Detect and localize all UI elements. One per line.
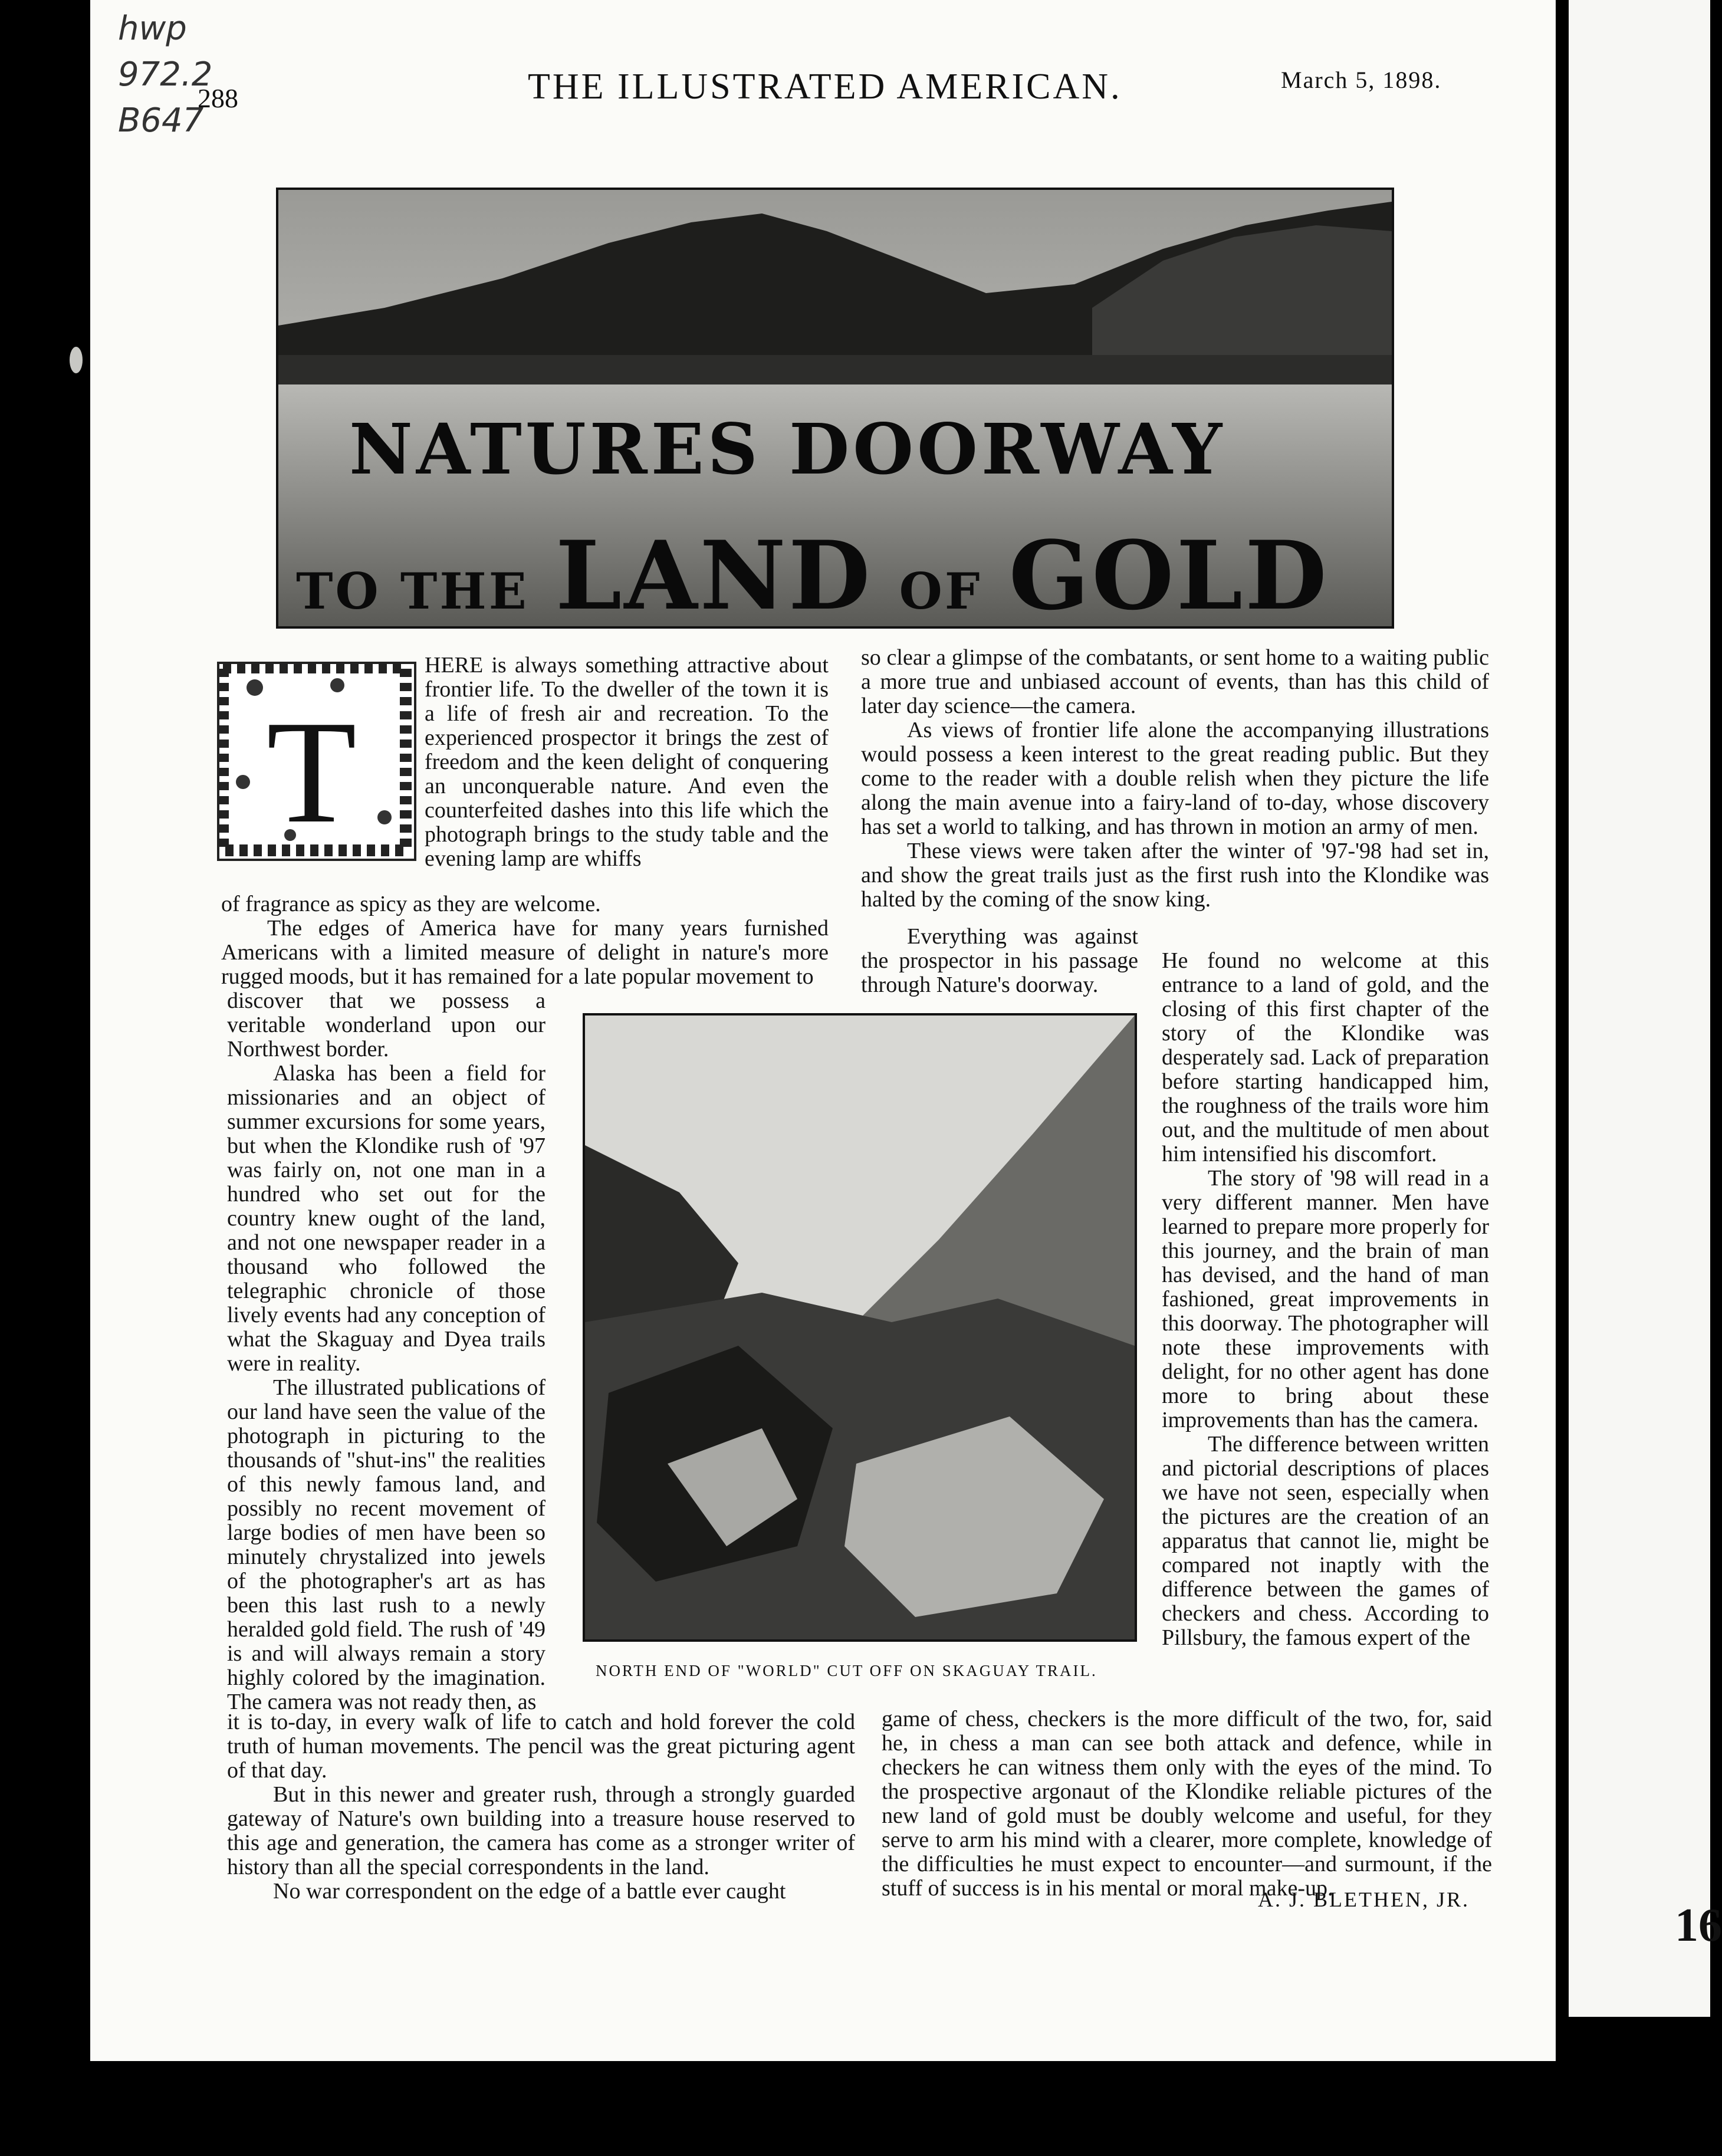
- paragraph: The illustrated publications of our land have seen the value of the photograph in picturing to the thousands of "shut-ins" the realities of this newly famous land, and possibly no recent movement of large bodies of men have been so minutely chrystalized into jewels of the photographer's art as has been this last rush to a newly heralded gold field. The rush of '49 is and will always remain a story highly colored by the imagination. The camera was not ready then, as: [227, 1375, 545, 1714]
- handwritten-line: hwp: [118, 9, 187, 48]
- col2-bottom: [882, 1707, 1492, 1901]
- masthead: THE ILLUSTRATED AMERICAN.: [528, 67, 1122, 107]
- handwritten-line: B647: [118, 101, 204, 140]
- paragraph: Everything was against the prospector in his passage through Nature's doorway.: [861, 924, 1138, 997]
- page-number: 288: [198, 83, 238, 113]
- paragraph: These views were taken after the winter of '97-'98 had set in, and show the great trails just as the first rush into the Klondike was halted by the coming of the snow king.: [861, 839, 1489, 912]
- handwritten-line: 972.2: [118, 55, 213, 94]
- title-land: LAND: [555, 520, 873, 631]
- col1-middle: [221, 892, 829, 989]
- col2-narrow: [1162, 949, 1489, 1650]
- paragraph: The story of '98 will read in a very different manner. Men have learned to prepare more properly for this journey, and the brain of man has devised, and the hand of man fashioned, great improvements in this doorway. The photographer will note these improvements with delight, for no other agent has done more to bring about these improvements than has the camera.: [1162, 1166, 1489, 1432]
- rocky-trail-image: [585, 1015, 1135, 1639]
- paragraph: But in this newer and greater rush, through a strongly guarded gateway of Nature's own building into a treasure house reserved to this age and generation, the camera has come as a stronger writer of history than all the special correspondents in the land.: [227, 1782, 855, 1879]
- binding-hole: [70, 347, 83, 373]
- title-of: OF: [899, 562, 982, 620]
- col2-top: [861, 646, 1489, 912]
- adjacent-page: [1569, 0, 1722, 2017]
- title-gold: GOLD: [1008, 520, 1329, 631]
- paragraph: No war correspondent on the edge of a battle ever caught: [273, 1879, 786, 1904]
- title-banner-photo: [276, 188, 1394, 629]
- paragraph: discover that we possess a veritable wonderland upon our Northwest border.: [227, 988, 545, 1061]
- next-page-number: 16: [1675, 1899, 1722, 1951]
- handwritten-call-number: [118, 6, 212, 144]
- paragraph: The edges of America have for many years furnished Americans with a limited measure of delight in nature's more rugged moods, but it has remained for a late popular movement to: [221, 916, 829, 989]
- paragraph: so clear a glimpse of the combatants, or sent home to a waiting public a more true and unbiased account of events, than has this child of later day science—the camera.: [861, 645, 1489, 718]
- drop-cap-letter: T: [267, 691, 357, 854]
- col2-short: [861, 925, 1138, 997]
- photo-caption: NORTH END OF "WORLD" CUT OFF ON SKAGUAY TRAIL.: [596, 1662, 1097, 1680]
- paragraph: it is to-day, in every walk of life to catch and hold forever the cold truth of human movements. The pencil was the great picturing agent of that day.: [227, 1710, 855, 1783]
- col1-top: [425, 653, 829, 871]
- title-to-the: TO THE: [296, 562, 529, 620]
- author-signature: A. J. BLETHEN, JR.: [1258, 1888, 1470, 1911]
- title-line-1: NATURES DOORWAY: [349, 408, 1226, 490]
- paragraph: of fragrance as spicy as they are welcome.: [221, 892, 601, 916]
- title-line-2: [296, 520, 1329, 631]
- ornamental-drop-cap: [217, 662, 416, 861]
- paragraph: Alaska has been a field for missionaries and an object of summer excursions for some years, but when the Klondike rush of '97 was fairly on, not one man in a hundred who set out for the country knew ought of the land, and not one newspaper reader in a thousand who followed the telegraphic chronicle of those lively events had any conception of what the Skaguay and Dyea trails were in reality.: [227, 1061, 545, 1376]
- paragraph: HERE is always something attractive about frontier life. To the dweller of the town it is a life of fresh air and recreation. To the experienced prospector it brings the zest of freedom and the keen delight of conquering an unconquerable nature. And even the counterfeited dashes into this life which the photograph brings to the study table and the evening lamp are whiffs: [425, 653, 829, 871]
- paragraph: He found no welcome at this entrance to a land of gold, and the closing of this first chapter of the story of the Klondike was desperately sad. Lack of preparation before starting handicapped him, the roughness of the trails wore him out, and the multitude of men about him intensified his discomfort.: [1162, 948, 1489, 1166]
- paragraph: The difference between written and pictorial descriptions of places we have not seen, especially when the pictures are the creation of an apparatus that cannot lie, might be compared not inaptly with the difference between the games of checkers and chess. According to Pillsbury, the famous expert of the: [1162, 1432, 1489, 1650]
- paragraph: As views of frontier life alone the accompanying illustrations would possess a keen interest to the great reading public. But they come to the reader with a double relish when they picture the life along the main avenue into a fairy-land of to-day, whose discovery has set a world to talking, and has thrown in motion an army of men.: [861, 718, 1489, 839]
- paragraph: game of chess, checkers is the more difficult of the two, for, said he, in chess a man can see both attack and defence, while in checkers he can witness them only with the eyes of the mind. To the prospective argonaut of the Klondike reliable pictures of the new land of gold must be doubly welcome and useful, for they serve to arm his mind with a clearer, more complete, knowledge of the difficulties he must expect to encounter—and surmount, if the stuff of success is in his mental or moral make-up.: [882, 1707, 1492, 1901]
- col1-bottom: [227, 1710, 855, 1904]
- skaguay-trail-photo: [583, 1013, 1137, 1642]
- issue-date: March 5, 1898.: [1281, 67, 1442, 93]
- col1-narrow: [227, 989, 545, 1714]
